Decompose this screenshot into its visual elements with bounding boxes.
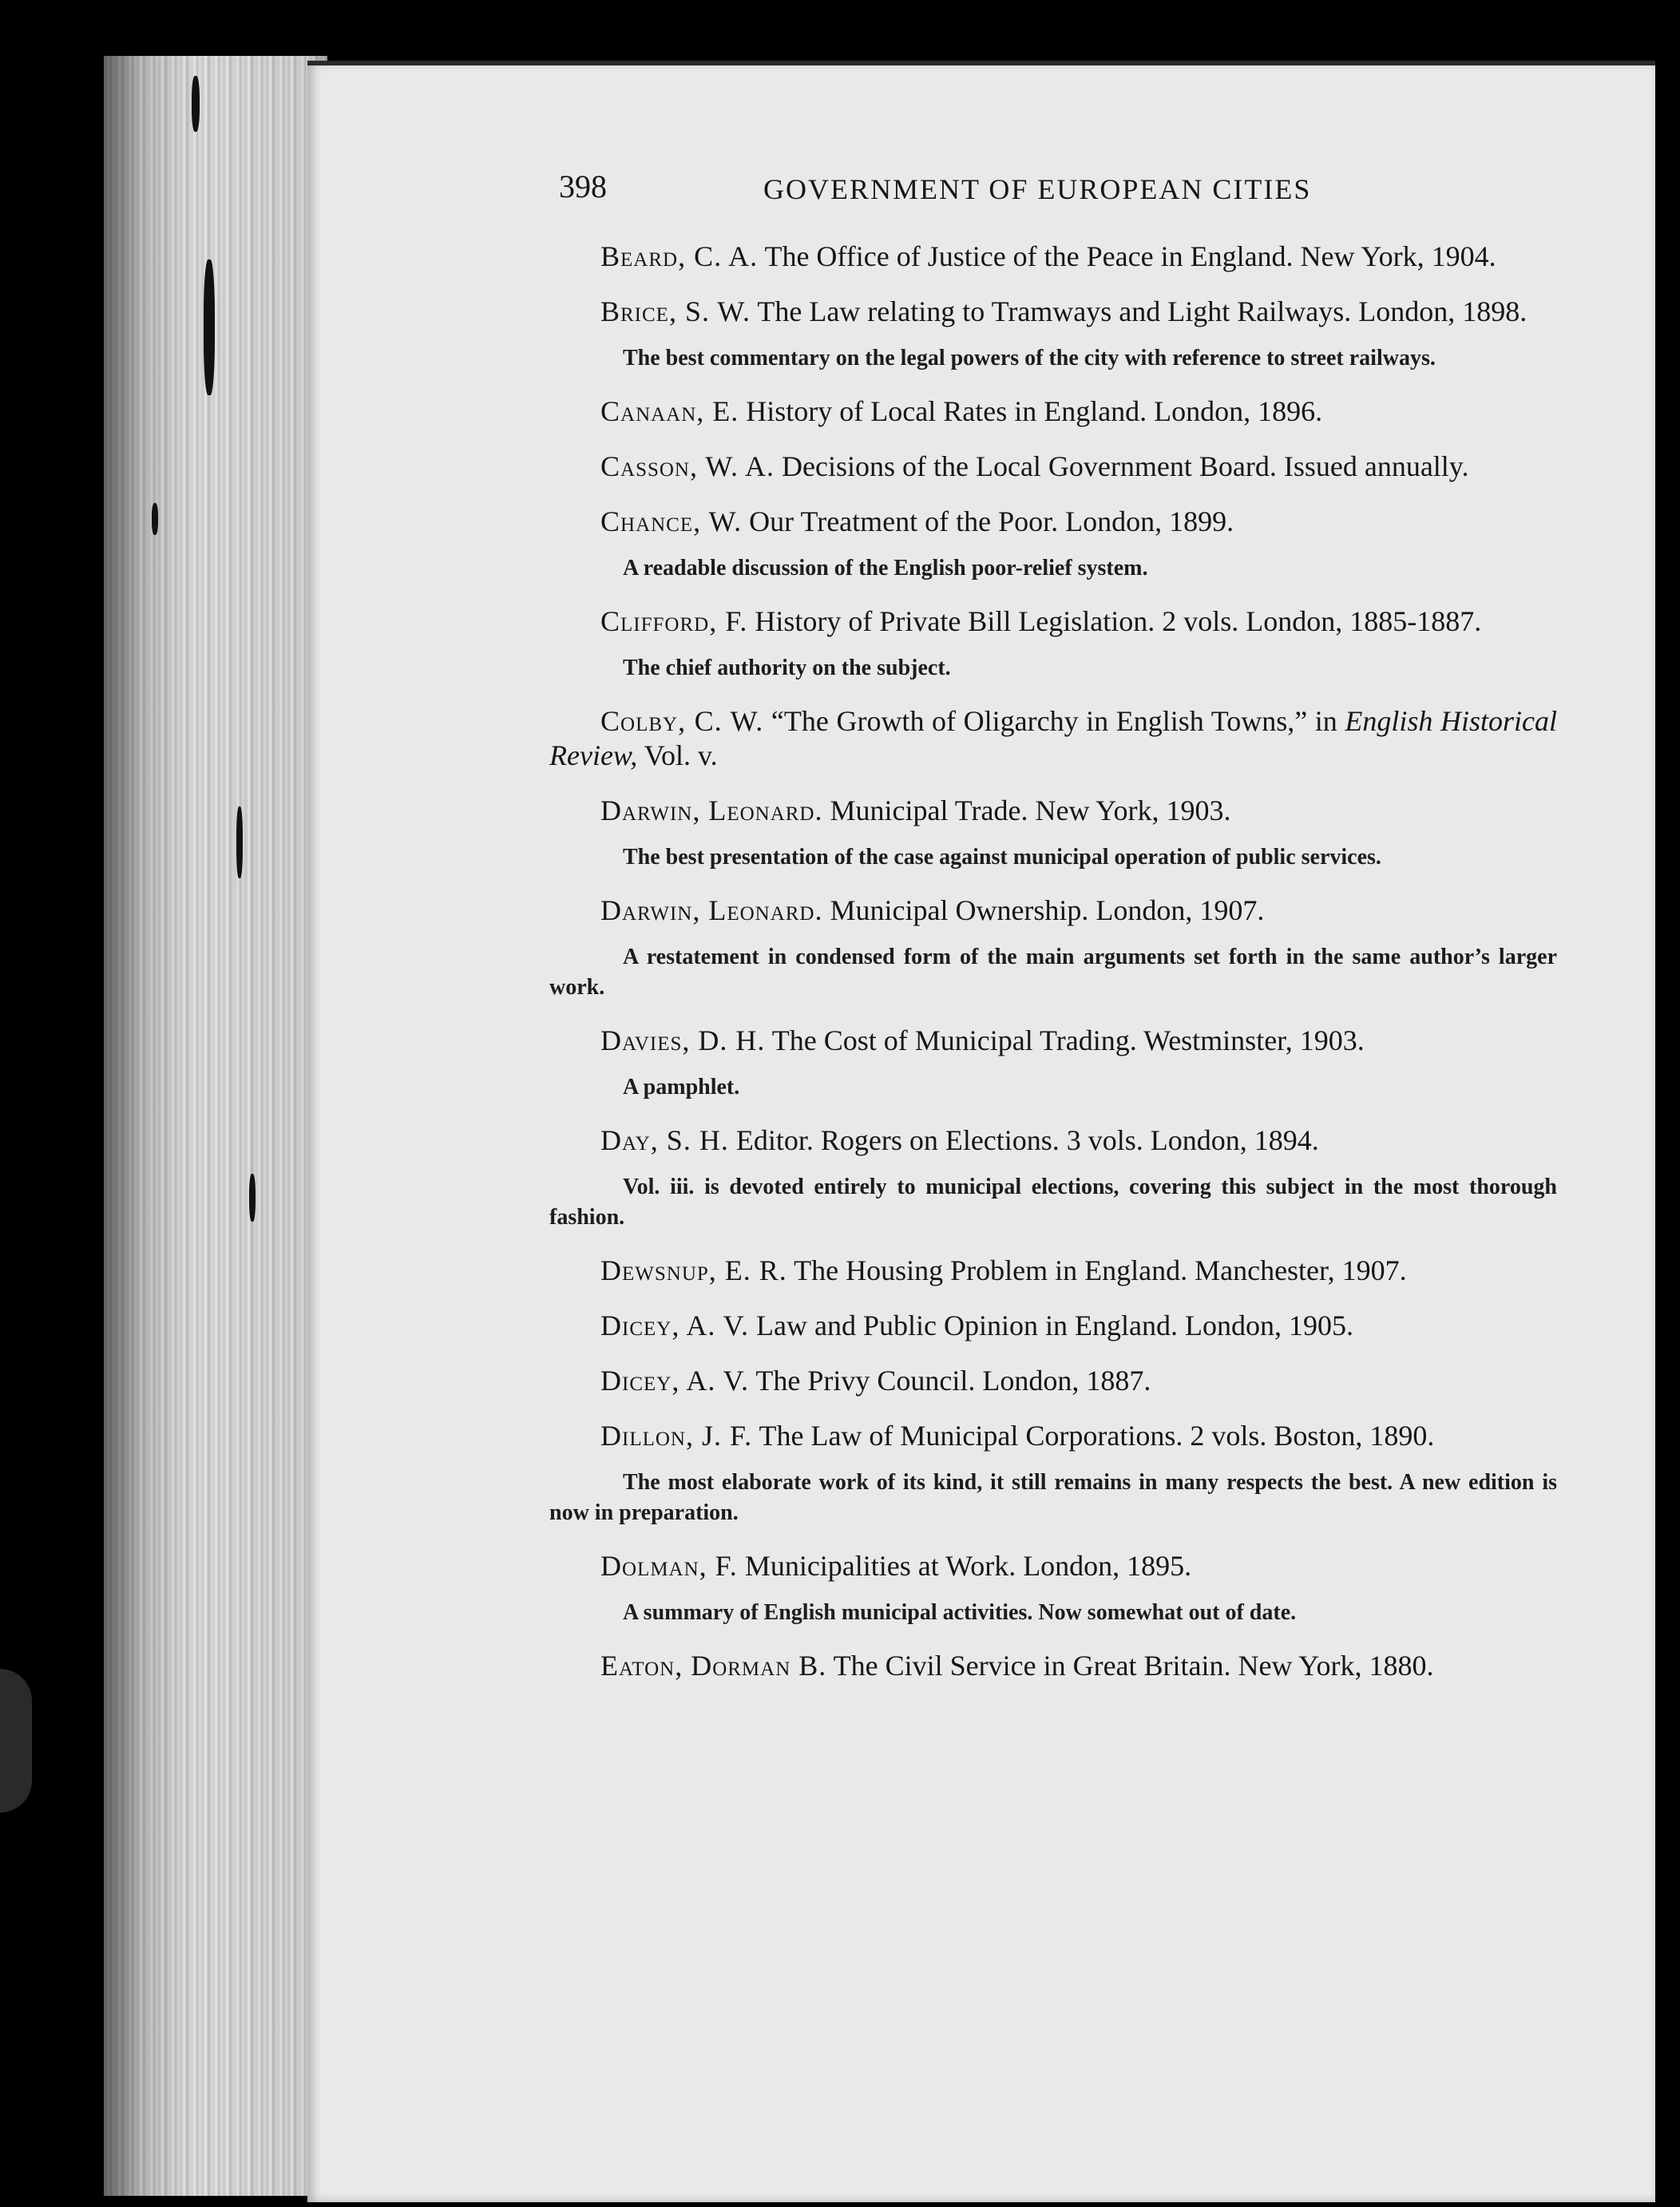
entry-author: Colby, C. W.: [600, 705, 764, 737]
entry-title: History of Private Bill Legislation. 2 vols. London, 1885-1887.: [755, 605, 1482, 637]
entry-author: Dicey, A. V.: [600, 1365, 750, 1397]
entry-author: Day, S. H.: [600, 1124, 729, 1156]
entry-author: Darwin, Leonard.: [600, 794, 823, 826]
entry-title: Municipalities at Work. London, 1895.: [744, 1550, 1192, 1582]
entry-citation: [549, 505, 1557, 539]
binding-mark: [204, 260, 215, 395]
entry-title: Editor. Rogers on Elections. 3 vols. London, 1894.: [735, 1124, 1319, 1156]
entry-title: Municipal Trade. New York, 1903.: [830, 794, 1231, 826]
entry-citation: [549, 1649, 1557, 1683]
bibliography-entry: [549, 1364, 1557, 1398]
bibliography-entry: [549, 794, 1557, 873]
entry-citation: [549, 893, 1557, 928]
entry-title: Municipal Ownership. London, 1907.: [830, 894, 1265, 926]
entry-citation: [549, 240, 1557, 274]
entry-citation: [549, 704, 1557, 773]
entry-citation: [549, 794, 1557, 828]
entry-citation: [549, 295, 1557, 329]
bibliography-entry: [549, 1309, 1557, 1343]
entry-title: The Office of Justice of the Peace in England. New York, 1904.: [764, 240, 1496, 272]
entry-citation: [549, 604, 1557, 639]
entry-note: A summary of English municipal activities. Now somewhat out of date.: [623, 1600, 1297, 1625]
page-number: 398: [559, 168, 607, 204]
entry-citation: [549, 1419, 1557, 1453]
entry-citation: [549, 1024, 1557, 1058]
entry-citation: [549, 1364, 1557, 1398]
entry-title: The Housing Problem in England. Manchester, 1907.: [794, 1254, 1407, 1286]
binding-mark: [236, 806, 243, 878]
bibliography-entry: [549, 1649, 1557, 1683]
entry-title: The Law of Municipal Corporations. 2 vols. Boston, 1890.: [759, 1420, 1435, 1452]
entry-journal: English Historical Review,: [549, 705, 1557, 771]
bibliography-entry: [549, 1254, 1557, 1288]
entry-author: Chance, W.: [600, 505, 743, 537]
binding-mark: [152, 503, 158, 535]
binding-mark: [0, 1669, 32, 1813]
bibliography-list: [549, 240, 1557, 1704]
entry-author: Davies, D. H.: [600, 1024, 766, 1056]
entry-note: A restatement in condensed form of the main arguments set forth in the same author’s larger work.: [549, 945, 1557, 1000]
entry-note: Vol. iii. is devoted entirely to municipal elections, covering this subject in the most thorough fashion.: [549, 1175, 1557, 1230]
binding-mark: [192, 76, 200, 132]
bibliography-entry: [549, 1024, 1557, 1103]
binding-mark: [249, 1174, 256, 1222]
entry-title: The Law relating to Tramways and Light Railways. London, 1898.: [757, 295, 1527, 327]
entry-citation: [549, 1309, 1557, 1343]
entry-title: Our Treatment of the Poor. London, 1899.: [749, 505, 1234, 537]
entry-title: “The Growth of Oligarchy in English Towns,” in: [771, 705, 1337, 737]
entry-title: Decisions of the Local Government Board. Issued annually.: [782, 450, 1469, 482]
entry-note: The best commentary on the legal powers of the city with reference to street railways.: [623, 346, 1436, 370]
entry-author: Brice, S. W.: [600, 295, 751, 327]
entry-author: Dillon, J. F.: [600, 1420, 753, 1452]
entry-author: Clifford, F.: [600, 605, 748, 637]
bibliography-entry: [549, 394, 1557, 429]
entry-note: A pamphlet.: [623, 1075, 740, 1100]
entry-author: Darwin, Leonard.: [600, 894, 823, 926]
bibliography-entry: [549, 450, 1557, 484]
entry-author: Dicey, A. V.: [600, 1310, 750, 1341]
bibliography-entry: [549, 1549, 1557, 1628]
page-title: GOVERNMENT OF EUROPEAN CITIES: [763, 173, 1312, 205]
bibliography-entry: [549, 505, 1557, 584]
entry-title: The Privy Council. London, 1887.: [755, 1365, 1151, 1397]
bibliography-entry: [549, 295, 1557, 374]
entry-note: The most elaborate work of its kind, it still remains in many respects the best. A new edition is now in preparation.: [549, 1470, 1557, 1525]
entry-author: Eaton, Dorman B.: [600, 1650, 827, 1682]
entry-author: Beard, C. A.: [600, 240, 759, 272]
entry-volume: Vol. v.: [644, 739, 718, 771]
entry-citation: [549, 1123, 1557, 1158]
entry-title: The Civil Service in Great Britain. New York, 1880.: [833, 1650, 1434, 1682]
entry-citation: [549, 1254, 1557, 1288]
bibliography-entry: [549, 604, 1557, 683]
entry-author: Dewsnup, E. R.: [600, 1254, 787, 1286]
entry-author: Canaan, E.: [600, 395, 739, 427]
entry-note: The best presentation of the case against municipal operation of public services.: [623, 845, 1381, 870]
entry-note: A readable discussion of the English poor-relief system.: [623, 556, 1148, 580]
bibliography-entry: [549, 704, 1557, 773]
entry-citation: [549, 394, 1557, 429]
entry-title: The Cost of Municipal Trading. Westminster, 1903.: [771, 1024, 1365, 1056]
page-top-edge: [307, 61, 1655, 65]
entry-author: Casson, W. A.: [600, 450, 775, 482]
bibliography-entry: [549, 240, 1557, 274]
bibliography-entry: [549, 893, 1557, 1003]
entry-citation: [549, 450, 1557, 484]
entry-title: Law and Public Opinion in England. London, 1905.: [756, 1310, 1353, 1341]
entry-citation: [549, 1549, 1557, 1583]
entry-title: History of Local Rates in England. London, 1896.: [746, 395, 1323, 427]
running-head: [559, 168, 1581, 216]
entry-note: The chief authority on the subject.: [623, 656, 951, 680]
page-edges-shadow: [104, 56, 327, 2196]
entry-author: Dolman, F.: [600, 1550, 738, 1582]
bibliography-entry: [549, 1123, 1557, 1233]
bibliography-entry: [549, 1419, 1557, 1528]
